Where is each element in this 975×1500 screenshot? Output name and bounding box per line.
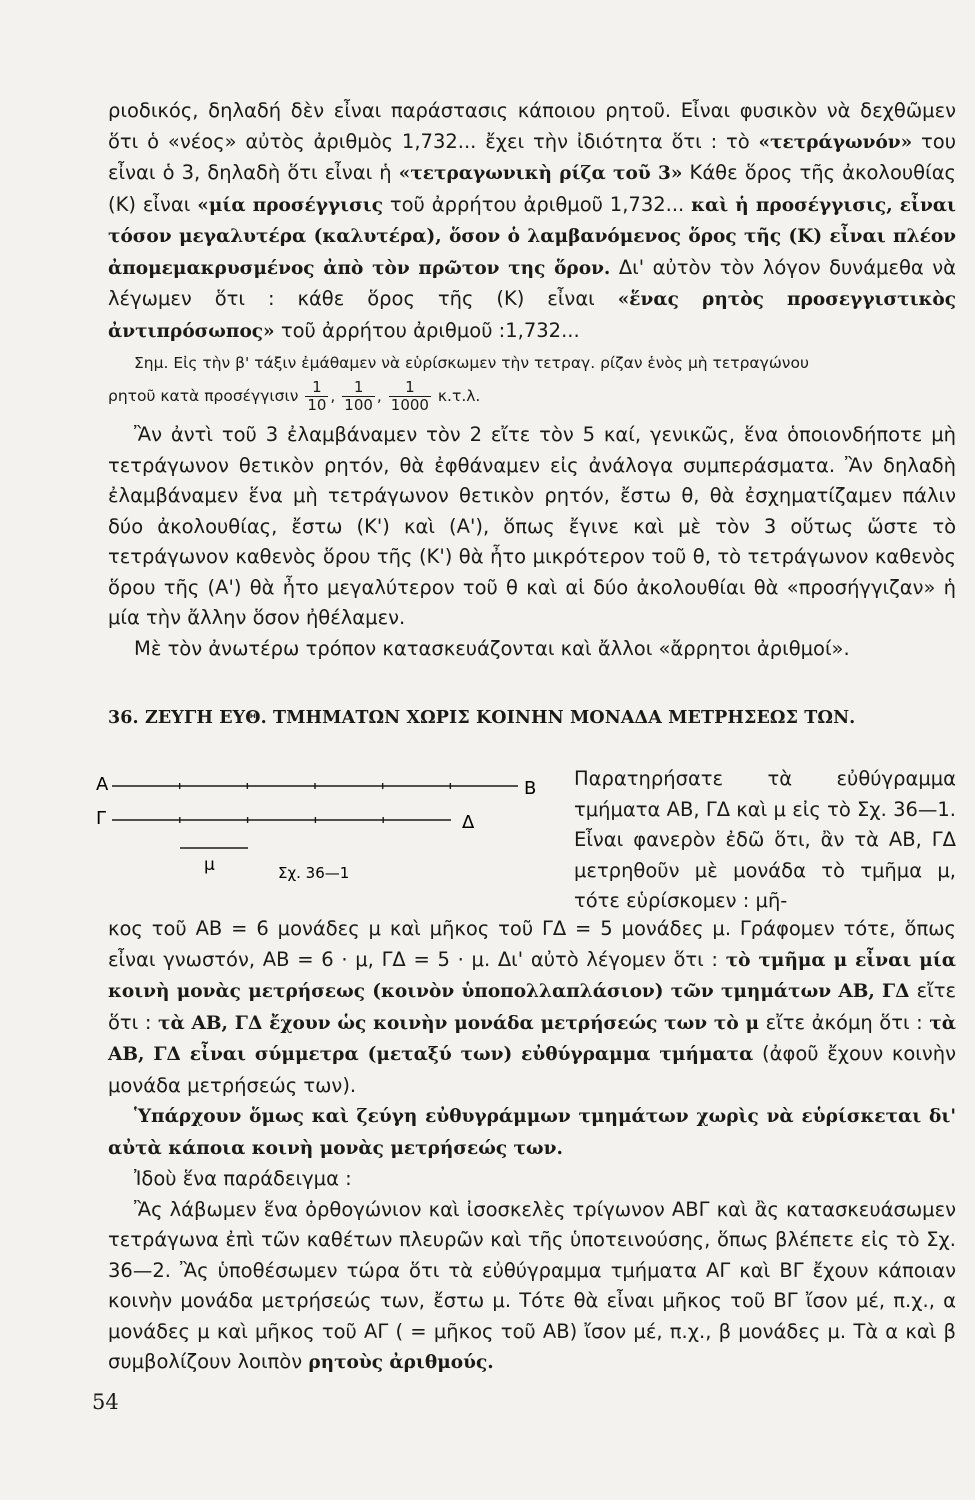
text-block-top bbox=[108, 96, 956, 664]
label-a: Α bbox=[96, 774, 109, 795]
bold-run: καὶ ἡ προσέγγισις, εἶναι τόσον μεγαλυτέρα (καλυτέρα), ὅσον ὁ λαμβανόμενος ὅρος τῆς (Κ) εἶναι πλέον ἀπομεμακρυσμένος ἀπὸ τὸν πρῶτον της ὅρον. bbox=[108, 194, 956, 279]
fraction-numerator: 1 bbox=[389, 379, 431, 397]
paragraph-2: Ἂν ἀντὶ τοῦ 3 ἐλαμβάναμεν τὸν 2 εἴτε τὸν 5 καί, γενικῶς, ἕνα ὁποιονδήποτε μὴ τετράγωνον θετικὸν ρητόν, θὰ ἐφθάναμεν εἰς ἀνάλογα συμπεράσματα. Ἂν δηλαδὴ ἐλαμβάναμεν ἕνα μὴ τετράγωνον θετικὸν ρητόν, ἔστω θ, θὰ ἐσχηματίζαμεν πάλιν δύο ἀκολουθίας, ἔστω (Κ') καὶ (Α'), ὅπως ἔγινε καὶ μὲ τὸν 3 οὕτως ὥστε τὸ τετράγωνον καθενὸς ὅρου τῆς (Κ') θὰ ἦτο μικρότερον τοῦ θ, τὸ τετράγωνον καθενὸς ὅρου τῆς (Α') θὰ ἦτο μεγαλύτερον τοῦ θ καὶ αἱ δύο ἀκολουθίαι θὰ «προσήγγιζαν» ἡ μία τὴν ἄλλην ὅσον ἠθέλαμεν. bbox=[108, 423, 956, 629]
paragraph-6: Ἰδοὺ ἕνα παράδειγμα : bbox=[134, 1167, 352, 1190]
fraction-numerator: 1 bbox=[305, 379, 328, 397]
bold-run: «μία προσέγγισις bbox=[197, 194, 383, 216]
bold-run: Ὑπάρχουν ὅμως καὶ ζεύγη εὐθυγράμμων τμημάτων χωρὶς νὰ εὑρίσκεται δι' αὐτὰ κάποια κοινὴ μονὰς μετρήσεώς των. bbox=[108, 1106, 956, 1159]
bold-run: τὸ τμῆμα μ εἶναι μία κοινὴ μονὰς μετρήσεως (κοινὸν ὑποπολλαπλάσιον) τῶν τμημάτων ΑΒ, ΓΔ bbox=[108, 949, 957, 1002]
text-block-bottom bbox=[108, 914, 956, 1379]
text-run: του εἶναι ὁ 3, δηλαδὴ ὅτι εἶναι ἡ bbox=[108, 129, 956, 184]
text-run: κος τοῦ ΑΒ = 6 μονάδες μ καὶ μῆκος τοῦ ΓΔ = 5 μονάδες μ. Γράφομεν τότε, ὅπως εἶναι γνωστόν, ΑΒ = 6 · μ, ΓΔ = 5 · μ. Δι' αὐτὸ λέγομεν ὅτι : bbox=[108, 917, 956, 971]
fraction-denominator: 1000 bbox=[390, 396, 429, 414]
fraction-denominator: 10 bbox=[307, 396, 327, 414]
figure-36-1 bbox=[96, 766, 566, 886]
label-g: Γ bbox=[96, 808, 107, 829]
bold-run: «τετράγωνόν» bbox=[758, 131, 913, 153]
bold-run: «τετραγωνικὴ ρίζα τοῦ 3» bbox=[398, 163, 683, 184]
text-run: εἴτε ὅτι : bbox=[108, 979, 957, 1034]
paragraph-3: Μὲ τὸν ἀνωτέρω τρόπον κατασκευάζονται καὶ ἄλλοι «ἄρρητοι ἀριθμοί». bbox=[134, 636, 850, 660]
label-mu: μ bbox=[204, 855, 215, 875]
separator: , bbox=[376, 387, 382, 405]
note-line-1: Σημ. Εἰς τὴν β' τάξιν ἐμάθαμεν νὰ εὑρίσκωμεν τὴν τετραγ. ρίζαν ἑνὸς μὴ τετραγώνου bbox=[134, 354, 809, 372]
paragraph-5 bbox=[108, 1101, 956, 1164]
bold-run: τὰ ΑΒ, ΓΔ εἶναι σύμμετρα (μεταξύ των) εὐθύγραμμα τμήματα bbox=[108, 1012, 956, 1065]
text-run: τοῦ ἀρρήτου ἀριθμοῦ :1,732... bbox=[274, 318, 580, 342]
bold-run: τὰ ΑΒ, ΓΔ ἔχουν ὡς κοινὴν μονάδα μετρήσεώς των τὸ μ bbox=[158, 1012, 760, 1034]
text-run: Κάθε ὅρος τῆς ἀκολουθίας (Κ) εἶναι bbox=[108, 161, 956, 216]
paragraph-7 bbox=[108, 1195, 956, 1379]
paragraph-4 bbox=[108, 914, 956, 1101]
section-heading: 36. ΖΕΥΓΗ ΕΥΘ. ΤΜΗΜΑΤΩΝ ΧΩΡΙΣ ΚΟΙΝΗΝ ΜΟΝΑΔΑ ΜΕΤΡΗΣΕΩΣ ΤΩΝ. bbox=[108, 708, 856, 728]
text-run: Ἂς λάβωμεν ἕνα ὀρθογώνιον καὶ ἰσοσκελὲς τρίγωνον ΑΒΓ καὶ ἂς κατασκευάσωμεν τετράγωνα ἐπὶ τῶν καθέτων πλευρῶν καὶ τῆς ὑποτεινούσης, ὅπως βλέπετε εἰς τὸ Σχ. 36—2. Ἂς ὑποθέσωμεν τώρα ὅτι τὰ εὐθύγραμμα τμήματα ΑΓ καὶ ΒΓ ἔχουν κάποιαν κοινὴν μονάδα μετρήσεώς των, ἔστω μ. Τότε θὰ εἶναι μῆκος τοῦ ΒΓ ἴσον μέ, π.χ., α μονάδες μ καὶ μῆκος τοῦ ΑΓ ( = μῆκος τοῦ ΑΒ) ἴσον μέ, π.χ., β μονάδες μ. Τὰ α καὶ β συμβολίζουν λοιπὸν bbox=[108, 1197, 956, 1373]
fraction-3 bbox=[389, 379, 431, 414]
intro-paragraph bbox=[108, 96, 956, 347]
text-run: εἴτε ἀκόμη ὅτι : bbox=[759, 1010, 930, 1034]
label-d: Δ bbox=[462, 812, 475, 833]
text-run: τοῦ ἀρρήτου ἀριθμοῦ 1,732... bbox=[383, 192, 692, 216]
text-run: (ἀφοῦ ἔχουν κοινὴν μονάδα μετρήσεώς των). bbox=[108, 1042, 956, 1097]
note-line-2 bbox=[108, 379, 956, 414]
bold-run: «ἕνας ρητὸς προσεγγιστικὸς ἀντιπρόσωπος» bbox=[108, 289, 956, 342]
etc-text: κ.τ.λ. bbox=[437, 387, 481, 405]
page-number: 54 bbox=[92, 1390, 119, 1414]
fraction-1 bbox=[305, 379, 328, 414]
fraction-numerator: 1 bbox=[342, 379, 375, 397]
label-b: Β bbox=[524, 778, 537, 799]
figure-side-text: Παρατηρήσατε τὰ εὐθύγραμμα τμήματα ΑΒ, ΓΔ καὶ μ εἰς τὸ Σχ. 36—1. Εἶναι φανερὸν ἐδῶ ὅτι, ἂν τὰ ΑΒ, ΓΔ μετρηθοῦν μὲ μονάδα τὸ τμῆμα μ, τότε εὑρίσκομεν : μῆ- bbox=[574, 767, 956, 912]
fraction-denominator: 100 bbox=[344, 396, 373, 414]
text-run: ριοδικός, δηλαδή δὲν εἶναι παράστασις κάποιου ρητοῦ. Εἶναι φυσικὸν νὰ δεχθῶμεν ὅτι ὁ «νέος» αὐτὸς ἀριθμὸς 1,732... ἔχει τὴν ἰδιότητα ὅτι : τὸ bbox=[108, 99, 956, 153]
separator: , bbox=[330, 387, 336, 405]
figure-side-text-block bbox=[574, 764, 956, 917]
text-run: Δι' αὐτὸν τὸν λόγον δυνάμεθα νὰ λέγωμεν ὅτι : κάθε ὅρος τῆς (Κ) εἶναι bbox=[108, 255, 957, 310]
bold-run: ρητοὺς ἀριθμούς. bbox=[308, 1352, 494, 1373]
fraction-2 bbox=[342, 379, 375, 414]
figure-caption: Σχ. 36—1 bbox=[278, 864, 350, 882]
note-text: ρητοῦ κατὰ προσέγγισιν bbox=[108, 387, 299, 405]
